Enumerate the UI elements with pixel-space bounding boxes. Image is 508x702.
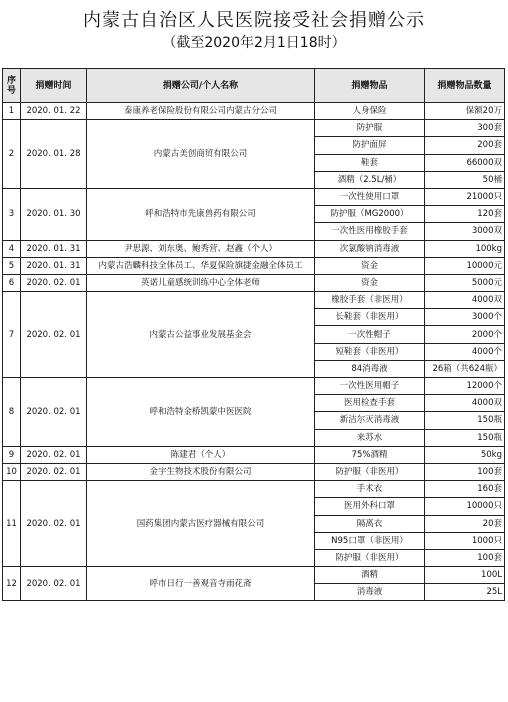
- item-quantity: 保额20万: [425, 103, 505, 120]
- header-donor: 捐赠公司/个人名称: [87, 69, 315, 103]
- donated-item: 橡胶手套（非医用）: [315, 292, 425, 309]
- table-row: [3, 120, 505, 137]
- donation-date: 2020. 02. 01: [21, 446, 87, 463]
- item-quantity: 20套: [425, 515, 505, 532]
- donated-item: 医用检查手套: [315, 395, 425, 412]
- donated-item: 医用外科口罩: [315, 498, 425, 515]
- donated-item: 一次性医用橡胶手套: [315, 223, 425, 240]
- row-number: 7: [3, 292, 21, 378]
- donation-date: 2020. 01. 30: [21, 188, 87, 240]
- donor-name: 内蒙古美创商贸有限公司: [87, 120, 315, 189]
- table-row: [3, 567, 505, 584]
- item-quantity: 5000元: [425, 274, 505, 291]
- row-number: 6: [3, 274, 21, 291]
- donation-date: 2020. 02. 01: [21, 292, 87, 378]
- item-quantity: 12000个: [425, 378, 505, 395]
- donated-item: 酒精（2.5L/桶）: [315, 171, 425, 188]
- item-quantity: 10000只: [425, 498, 505, 515]
- table-header-row: [3, 69, 505, 103]
- donated-item: 短鞋套（非医用）: [315, 343, 425, 360]
- donated-item: 长鞋套（非医用）: [315, 309, 425, 326]
- donated-item: 防护服: [315, 120, 425, 137]
- item-quantity: 1000只: [425, 532, 505, 549]
- donation-date: 2020. 01. 31: [21, 257, 87, 274]
- row-number: 1: [3, 103, 21, 120]
- row-number: 4: [3, 240, 21, 257]
- donated-item: 手术衣: [315, 481, 425, 498]
- item-quantity: 4000双: [425, 292, 505, 309]
- donated-item: 防护面屏: [315, 137, 425, 154]
- donation-table: [2, 68, 505, 601]
- donor-name: 内蒙古浩麟科技全体员工、华夏保险旗捷金融全体员工: [87, 257, 315, 274]
- row-number: 11: [3, 481, 21, 567]
- item-quantity: 100套: [425, 463, 505, 480]
- donation-date: 2020. 01. 22: [21, 103, 87, 120]
- item-quantity: 300套: [425, 120, 505, 137]
- item-quantity: 100套: [425, 549, 505, 566]
- donated-item: 来苏水: [315, 429, 425, 446]
- donation-date: 2020. 02. 01: [21, 463, 87, 480]
- donor-name: 内蒙古公益事业发展基金会: [87, 292, 315, 378]
- item-quantity: 100L: [425, 567, 505, 584]
- row-number: 5: [3, 257, 21, 274]
- item-quantity: 100kg: [425, 240, 505, 257]
- table-row: [3, 188, 505, 205]
- item-quantity: 26箱（共624瓶）: [425, 360, 505, 377]
- item-quantity: 25L: [425, 584, 505, 601]
- donor-name: 国药集团内蒙古医疗器械有限公司: [87, 481, 315, 567]
- table-row: [3, 463, 505, 480]
- donated-item: 防护服（MG2000）: [315, 206, 425, 223]
- donated-item: 防护服（非医用）: [315, 463, 425, 480]
- donated-item: 鞋套: [315, 154, 425, 171]
- item-quantity: 66000双: [425, 154, 505, 171]
- donated-item: 一次性帽子: [315, 326, 425, 343]
- donated-item: 84消毒液: [315, 360, 425, 377]
- donated-item: 消毒液: [315, 584, 425, 601]
- item-quantity: 2000个: [425, 326, 505, 343]
- donated-item: 防护服（非医用）: [315, 549, 425, 566]
- row-number: 3: [3, 188, 21, 240]
- donated-item: 75%酒精: [315, 446, 425, 463]
- table-body: [3, 103, 505, 601]
- item-quantity: 200套: [425, 137, 505, 154]
- donated-item: 资金: [315, 274, 425, 291]
- table-row: [3, 481, 505, 498]
- donor-name: 金宇生物技术股份有限公司: [87, 463, 315, 480]
- item-quantity: 50桶: [425, 171, 505, 188]
- table-row: [3, 103, 505, 120]
- table-row: [3, 292, 505, 309]
- header-qty: 捐赠物品数量: [425, 69, 505, 103]
- table-row: [3, 446, 505, 463]
- table-row: [3, 257, 505, 274]
- row-number: 9: [3, 446, 21, 463]
- item-quantity: 10000元: [425, 257, 505, 274]
- item-quantity: 4000个: [425, 343, 505, 360]
- donated-item: 资金: [315, 257, 425, 274]
- row-number: 8: [3, 378, 21, 447]
- item-quantity: 50kg: [425, 446, 505, 463]
- table-row: [3, 240, 505, 257]
- header-no: 序号: [3, 69, 21, 103]
- donation-date: 2020. 02. 01: [21, 274, 87, 291]
- page-subtitle: （截至2020年2月1日18时）: [162, 35, 346, 51]
- row-number: 2: [3, 120, 21, 189]
- item-quantity: 120套: [425, 206, 505, 223]
- header-item: 捐赠物品: [315, 69, 425, 103]
- table-row: [3, 274, 505, 291]
- donor-name: 尹思源、刘东奥、鲍秀营、赵鑫（个人）: [87, 240, 315, 257]
- donation-date: 2020. 01. 28: [21, 120, 87, 189]
- item-quantity: 3000双: [425, 223, 505, 240]
- donor-name: 陈建君（个人）: [87, 446, 315, 463]
- donation-date: 2020. 01. 31: [21, 240, 87, 257]
- page-title: 内蒙古自治区人民医院接受社会捐赠公示: [83, 10, 425, 31]
- donated-item: 新洁尔灭消毒液: [315, 412, 425, 429]
- item-quantity: 4000双: [425, 395, 505, 412]
- item-quantity: 160套: [425, 481, 505, 498]
- item-quantity: 150瓶: [425, 429, 505, 446]
- donated-item: 次氯酸钠消毒液: [315, 240, 425, 257]
- donor-name: 呼和浩特金桥凯蒙中医医院: [87, 378, 315, 447]
- item-quantity: 3000个: [425, 309, 505, 326]
- donation-date: 2020. 02. 01: [21, 567, 87, 601]
- donated-item: 隔离衣: [315, 515, 425, 532]
- row-number: 12: [3, 567, 21, 601]
- header-date: 捐赠时间: [21, 69, 87, 103]
- donor-name: 呼和浩特市先康兽药有限公司: [87, 188, 315, 240]
- donated-item: 酒精: [315, 567, 425, 584]
- donated-item: 一次性医用帽子: [315, 378, 425, 395]
- donated-item: 人身保险: [315, 103, 425, 120]
- donor-name: 英诺儿童感统训练中心全体老师: [87, 274, 315, 291]
- donor-name: 呼市日行一善观音寺雨花斋: [87, 567, 315, 601]
- table-row: [3, 378, 505, 395]
- donation-date: 2020. 02. 01: [21, 378, 87, 447]
- donor-name: 泰康养老保险股份有限公司内蒙古分公司: [87, 103, 315, 120]
- item-quantity: 150瓶: [425, 412, 505, 429]
- donation-date: 2020. 02. 01: [21, 481, 87, 567]
- row-number: 10: [3, 463, 21, 480]
- item-quantity: 21000只: [425, 188, 505, 205]
- donated-item: N95口罩（非医用）: [315, 532, 425, 549]
- donated-item: 一次性使用口罩: [315, 188, 425, 205]
